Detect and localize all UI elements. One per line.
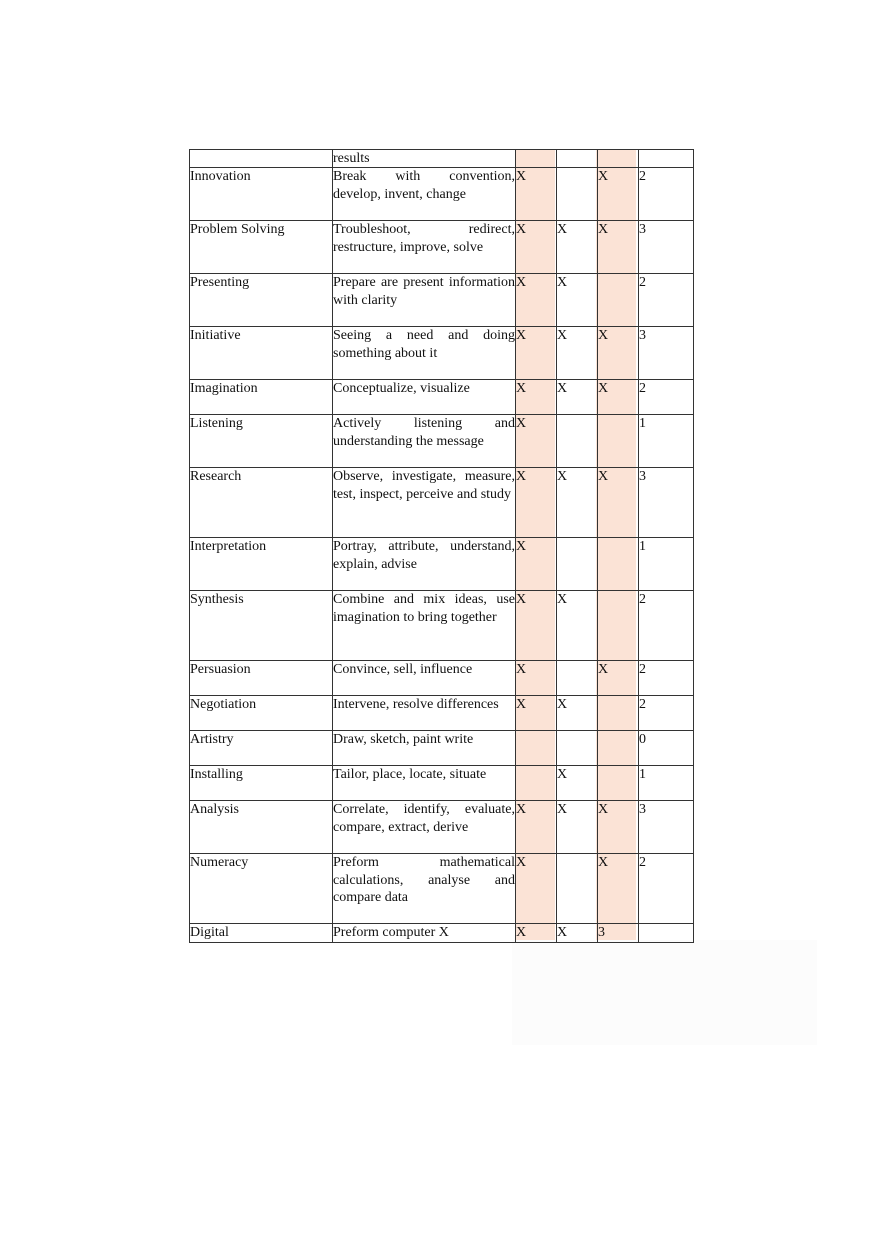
table-row (190, 221, 694, 274)
mark-cell-a: X (516, 168, 557, 221)
mark-cell-a (516, 150, 557, 168)
skill-description-cell (333, 591, 516, 661)
total-cell: 3 (639, 221, 694, 274)
skill-description-cell (333, 731, 516, 766)
mark-cell-c: X (598, 168, 639, 221)
mark-cell-c (598, 766, 639, 801)
mark-cell-b (557, 415, 598, 468)
total-cell: 1 (639, 766, 694, 801)
skill-description-cell (333, 274, 516, 327)
mark-cell-a: X (516, 661, 557, 696)
skill-description-cell (333, 150, 516, 168)
skill-name-cell: Listening (190, 415, 333, 468)
mark-cell-b (557, 538, 598, 591)
total-cell: 3 (639, 468, 694, 538)
skill-description-cell (333, 854, 516, 924)
mark-cell-b (557, 150, 598, 168)
mark-cell-c (598, 415, 639, 468)
mark-cell-c: X (598, 221, 639, 274)
skill-description-text: Combine and mix ideas, use imagination to bring together (333, 592, 515, 625)
skill-name-cell: Installing (190, 766, 333, 801)
mark-cell-b (557, 168, 598, 221)
total-cell: 2 (639, 854, 694, 924)
skill-name-cell: Persuasion (190, 661, 333, 696)
mark-cell-c (598, 591, 639, 661)
skill-description-text: results (333, 151, 370, 166)
mark-cell-a: X (516, 696, 557, 731)
mark-cell-c: X (598, 468, 639, 538)
mark-cell-b (557, 661, 598, 696)
total-cell (639, 150, 694, 168)
faint-background-area (512, 940, 817, 1045)
skill-description-cell (333, 327, 516, 380)
total-cell: 3 (639, 801, 694, 854)
skill-description-text: Correlate, identify, evaluate, compare, extract, derive (333, 802, 515, 835)
table-row (190, 274, 694, 327)
total-cell: 2 (639, 380, 694, 415)
mark-cell-a: X (516, 591, 557, 661)
mark-cell-a: X (516, 924, 557, 942)
mark-cell-c (598, 274, 639, 327)
mark-cell-a: X (516, 274, 557, 327)
skill-name-cell: Imagination (190, 380, 333, 415)
mark-cell-a: X (516, 380, 557, 415)
table-row (190, 801, 694, 854)
skill-name-cell: Presenting (190, 274, 333, 327)
table-row (190, 327, 694, 380)
table-row (190, 538, 694, 591)
skill-name-cell: Analysis (190, 801, 333, 854)
skill-description-text: Draw, sketch, paint write (333, 732, 474, 748)
mark-cell-a (516, 731, 557, 766)
skill-name-cell (190, 150, 333, 168)
total-cell: 3 (639, 327, 694, 380)
skill-description-cell (333, 221, 516, 274)
skill-description-cell (333, 415, 516, 468)
mark-cell-a: X (516, 415, 557, 468)
table-row (190, 380, 694, 415)
table-row (190, 591, 694, 661)
skill-description-cell (333, 538, 516, 591)
skill-description-cell (333, 801, 516, 854)
mark-cell-c: X (598, 801, 639, 854)
skill-name-cell: Initiative (190, 327, 333, 380)
mark-cell-b: X (557, 327, 598, 380)
skill-description-text: Break with convention, develop, invent, change (333, 169, 515, 202)
mark-cell-c: X (598, 854, 639, 924)
table-row (190, 924, 694, 942)
table-row (190, 468, 694, 538)
skill-description-text: Preform computer X (333, 925, 449, 941)
total-cell: 2 (639, 591, 694, 661)
skill-name-cell: Negotiation (190, 696, 333, 731)
table-row (190, 168, 694, 221)
skill-description-text: Troubleshoot, redirect, restructure, improve, solve (333, 222, 515, 255)
mark-cell-b: X (557, 924, 598, 942)
mark-cell-c (598, 731, 639, 766)
mark-cell-c: X (598, 380, 639, 415)
skill-description-text: Conceptualize, visualize (333, 381, 470, 397)
mark-cell-a: X (516, 801, 557, 854)
skill-description-text: Portray, attribute, understand, explain, advise (333, 539, 515, 572)
skill-description-text: Observe, investigate, measure, test, inspect, perceive and study (333, 469, 515, 502)
skill-name-cell: Artistry (190, 731, 333, 766)
mark-cell-a (516, 766, 557, 801)
skill-description-text: Prepare are present information with clarity (333, 275, 515, 308)
skill-description-text: Actively listening and understanding the message (333, 416, 515, 449)
skill-name-cell: Problem Solving (190, 221, 333, 274)
skills-table-body (190, 150, 694, 943)
skill-description-text: Preform mathematical calculations, analyse and compare data (333, 855, 515, 906)
skill-description-cell (333, 696, 516, 731)
mark-cell-b: X (557, 468, 598, 538)
table-row (190, 661, 694, 696)
mark-cell-a: X (516, 468, 557, 538)
skill-description-cell (333, 380, 516, 415)
skill-description-cell (333, 924, 516, 942)
mark-cell-b (557, 731, 598, 766)
mark-cell-b: X (557, 274, 598, 327)
skill-description-cell (333, 661, 516, 696)
table-row (190, 696, 694, 731)
skill-name-cell: Digital (190, 924, 333, 942)
total-cell (639, 924, 694, 942)
total-cell: 2 (639, 661, 694, 696)
total-cell: 1 (639, 415, 694, 468)
skill-name-cell: Synthesis (190, 591, 333, 661)
skills-table (189, 149, 694, 943)
skill-name-cell: Interpretation (190, 538, 333, 591)
skill-description-cell (333, 766, 516, 801)
total-cell: 2 (639, 274, 694, 327)
total-cell: 2 (639, 696, 694, 731)
mark-cell-a: X (516, 221, 557, 274)
table-row (190, 854, 694, 924)
mark-cell-b: X (557, 766, 598, 801)
mark-cell-c (598, 538, 639, 591)
skill-description-cell (333, 168, 516, 221)
table-row (190, 766, 694, 801)
mark-cell-c (598, 696, 639, 731)
mark-cell-b: X (557, 801, 598, 854)
total-cell: 0 (639, 731, 694, 766)
mark-cell-c: X (598, 327, 639, 380)
mark-cell-c (598, 150, 639, 168)
mark-cell-a: X (516, 538, 557, 591)
mark-cell-b (557, 854, 598, 924)
mark-cell-c: X (598, 661, 639, 696)
skill-name-cell: Numeracy (190, 854, 333, 924)
mark-cell-c: 3 (598, 924, 639, 942)
skill-description-cell (333, 468, 516, 538)
skill-description-text: Convince, sell, influence (333, 662, 473, 678)
mark-cell-b: X (557, 696, 598, 731)
skill-description-text: Tailor, place, locate, situate (333, 767, 487, 783)
total-cell: 2 (639, 168, 694, 221)
skill-name-cell: Innovation (190, 168, 333, 221)
total-cell: 1 (639, 538, 694, 591)
mark-cell-a: X (516, 327, 557, 380)
mark-cell-b: X (557, 380, 598, 415)
table-row (190, 731, 694, 766)
skill-name-cell: Research (190, 468, 333, 538)
table-row (190, 150, 694, 168)
mark-cell-b: X (557, 591, 598, 661)
skill-description-text: Intervene, resolve differences (333, 697, 499, 713)
table-row (190, 415, 694, 468)
mark-cell-b: X (557, 221, 598, 274)
skill-description-text: Seeing a need and doing something about it (333, 328, 515, 361)
mark-cell-a: X (516, 854, 557, 924)
